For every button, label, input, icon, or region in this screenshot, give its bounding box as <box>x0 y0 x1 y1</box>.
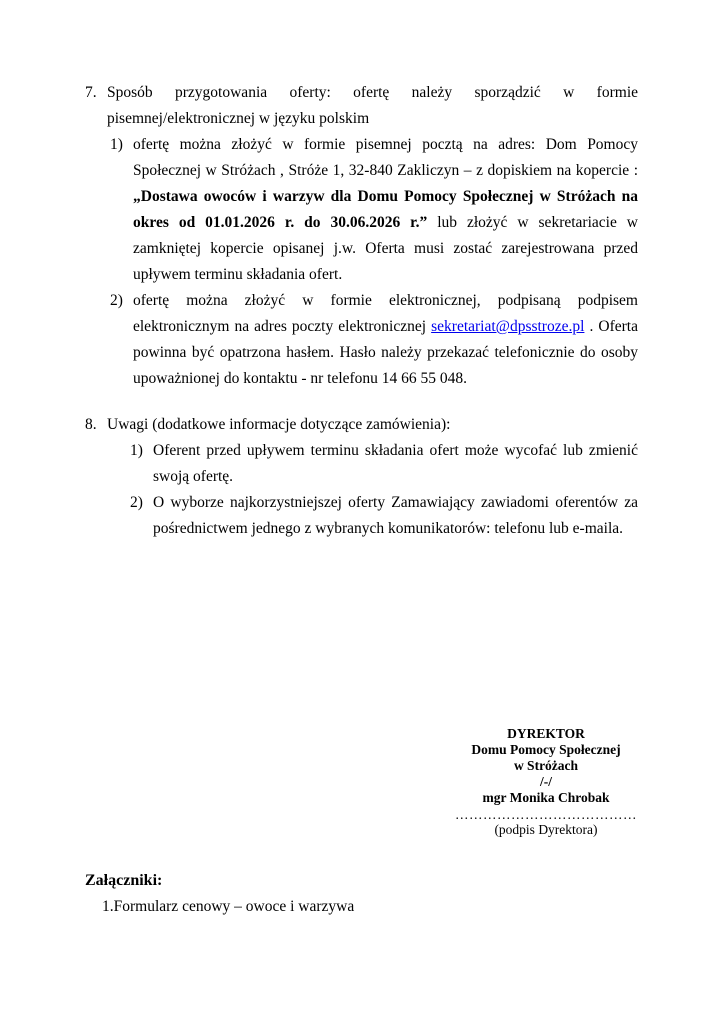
list-number-7: 7. <box>85 84 97 101</box>
list-item-8 <box>85 412 638 438</box>
text-segment: ofertę można złożyć w formie elektronicznej, podpisaną podpisem elektronicznym na adres poczty elektronicznej <box>133 292 638 335</box>
section8-intro: Uwagi (dodatkowe informacje dotyczące zamówienia): <box>107 416 451 433</box>
section7-item1-text <box>133 132 638 288</box>
section7-item2-text <box>133 288 638 392</box>
list-item-8-1 <box>130 438 638 490</box>
list-number-8-2: 2) <box>130 494 143 511</box>
list-number-7-1: 1) <box>110 136 123 153</box>
text-segment: „Dostawa owoców i warzyw dla Domu Pomocy Społecznej w Stróżach na okres od 01.01.2026 r. do 30.06.2026 r.” <box>133 188 638 231</box>
signature-dotted-line: ………………………………… <box>455 807 637 822</box>
signature-title: DYREKTOR <box>507 726 585 741</box>
signature-block <box>436 726 656 838</box>
list-number-8-1: 1) <box>130 442 143 459</box>
text-segment: . Oferta powinna być opatrzona hasłem. Hasło należy przekazać telefonicznie do osoby upoważnionej do kontaktu - nr telefonu 14 66 55 048. <box>133 318 638 387</box>
section8-item1-text: Oferent przed upływem terminu składania ofert może wycofać lub zmienić swoją ofertę. <box>153 442 638 485</box>
attachments-heading: Załączniki: <box>85 872 163 889</box>
list-number-8: 8. <box>85 416 97 433</box>
text-segment: lub złożyć w sekretariacie w zamkniętej kopercie opisanej j.w. Oferta musi zostać zarejestrowana przed upływem terminu składania ofert. <box>133 214 638 283</box>
signature-org-line2: w Stróżach <box>513 758 579 773</box>
attachment-item-1: 1.Formularz cenowy – owoce i warzywa <box>102 898 355 915</box>
attachments-section <box>85 871 638 917</box>
list-item-7-2 <box>110 288 638 392</box>
signature-slash-mark: /-/ <box>540 774 552 789</box>
signature-org-line1: Domu Pomocy Społecznej <box>471 742 621 757</box>
list-item-7 <box>85 80 638 132</box>
section8-item2-text: O wyborze najkorzystniejszej oferty Zamawiający zawiadomi oferentów za pośrednictwem jednego z wybranych komunikatorów: telefonu lub e-maila. <box>153 494 638 537</box>
list-item-7-1 <box>110 132 638 288</box>
list-number-7-2: 2) <box>110 292 123 309</box>
text-segment: ofertę można złożyć w formie pisemnej pocztą na adres: Dom Pomocy Społecznej w Stróżach , Stróże 1, 32-840 Zakliczyn – z dopiskiem na kopercie : <box>133 136 638 179</box>
signature-name: mgr Monika Chrobak <box>482 790 610 805</box>
email-link[interactable]: sekretariat@dpsstroze.pl <box>431 318 585 335</box>
section7-intro: Sposób przygotowania oferty: ofertę należy sporządzić w formie pisemnej/elektronicznej w języku polskim <box>107 84 638 127</box>
signature-caption: (podpis Dyrektora) <box>494 822 598 837</box>
document-body <box>85 80 638 542</box>
list-item-8-2 <box>130 490 638 542</box>
